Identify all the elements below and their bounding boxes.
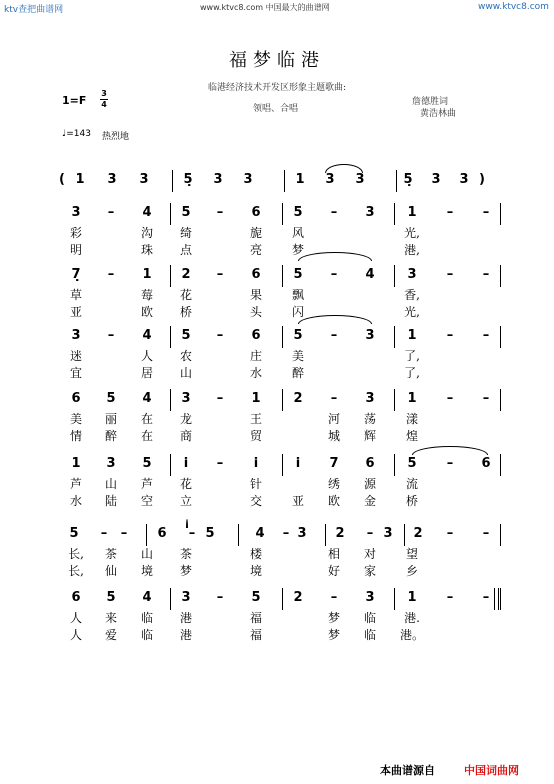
time-signature [100, 89, 108, 110]
lyric-verse2: 金 [363, 494, 377, 508]
lyric-verse1: 沟 [140, 226, 154, 240]
note: – [482, 391, 490, 406]
lyric-verse2: 立 [179, 494, 193, 508]
lyric-verse2: 陆 [104, 494, 118, 508]
intro-note: 3 [431, 172, 441, 187]
note: 3 [181, 391, 191, 406]
note: 5 [181, 328, 191, 343]
lyric-verse2: 港 [179, 628, 193, 642]
barline [282, 203, 283, 225]
note: 3 [71, 328, 81, 343]
note: 5 [293, 267, 303, 282]
site-url-right: www.ktvc8.com [478, 2, 549, 12]
lyric-verse1: 漾 [405, 412, 419, 426]
lyric-verse2: 光, [404, 305, 420, 319]
barline [170, 265, 171, 287]
lyric-verse1: 龙 [179, 412, 193, 426]
lyric-verse2: 头 [249, 305, 263, 319]
lyric-verse2: 桥 [405, 494, 419, 508]
barline [494, 588, 495, 610]
note: 1 [142, 267, 152, 282]
lyric-verse1: 山 [140, 547, 154, 561]
lyric-verse2: 欧 [327, 494, 341, 508]
barline [146, 524, 147, 546]
lyric-verse2: 情 [69, 429, 83, 443]
lyric-verse1: 迷 [69, 349, 83, 363]
note: – [107, 328, 115, 343]
site-logo-left: ktv查把曲谱网 [4, 5, 64, 15]
lyric-verse2: 境 [140, 564, 154, 578]
intro-note: 3 [355, 172, 365, 187]
lyric-verse2: 乡 [405, 564, 419, 578]
barline [500, 588, 501, 610]
lyric-verse2: 临 [140, 628, 154, 642]
lyric-verse1: 莓 [140, 288, 154, 302]
lyric-verse1: 茶 [179, 547, 193, 561]
note: 6 [71, 590, 81, 605]
barline [284, 170, 285, 192]
lyric-verse1: 流 [405, 477, 419, 491]
lyric-verse2: 醉 [104, 429, 118, 443]
paren: ( [59, 172, 65, 187]
note: – [482, 328, 490, 343]
note: 4 [255, 526, 265, 541]
lyric-verse1: 荡 [363, 412, 377, 426]
barline [500, 524, 501, 546]
note: – [446, 205, 454, 220]
slur [298, 252, 372, 261]
lyric-verse1: 丽 [104, 412, 118, 426]
lyric-verse1: 彩 [69, 226, 83, 240]
barline [500, 265, 501, 287]
lyric-verse2: 仙 [104, 564, 118, 578]
note: 3 [407, 267, 417, 282]
lyric-verse1: 了, [404, 349, 420, 363]
expression-marking: 热烈地 [102, 132, 130, 142]
note: 3 [365, 205, 375, 220]
lyric-verse1: 香, [404, 288, 420, 302]
intro-note: 3 [107, 172, 117, 187]
lyric-verse2: 家 [363, 564, 377, 578]
lyric-verse1: 旎 [249, 226, 263, 240]
note: – [446, 267, 454, 282]
note: 2 [335, 526, 345, 541]
lyric-verse2: 宜 [69, 366, 83, 380]
note: 1 [407, 590, 417, 605]
note: 5 [293, 328, 303, 343]
lyric-verse1: 王 [249, 412, 263, 426]
lyric-verse1: 对 [363, 547, 377, 561]
note: 5 [69, 526, 79, 541]
intro-note: 3 [325, 172, 335, 187]
note: – [482, 590, 490, 605]
lyric-verse1: 相 [327, 547, 341, 561]
note: – [107, 205, 115, 220]
note: 4 [142, 590, 152, 605]
lyric-verse2: 城 [327, 429, 341, 443]
key-signature: 1=F [62, 94, 87, 107]
lyric-verse1: 绮 [179, 226, 193, 240]
lyric-verse2: 闪 [291, 305, 305, 319]
lyric-verse2: 欧 [140, 305, 154, 319]
barline [394, 265, 395, 287]
note: – [446, 590, 454, 605]
note: 1 [71, 456, 81, 471]
note: 5 [181, 205, 191, 220]
note: 1 [407, 205, 417, 220]
barline [282, 326, 283, 348]
note: 2 [413, 526, 423, 541]
note: 5 [106, 590, 116, 605]
note: 3 [365, 590, 375, 605]
barline [500, 454, 501, 476]
barline [170, 454, 171, 476]
time-numerator: 3 [101, 89, 107, 98]
lyric-verse1: 人 [140, 349, 154, 363]
lyric-verse2: 亚 [291, 494, 305, 508]
lyric-verse1: 临 [363, 611, 377, 625]
lyric-verse2: 临 [363, 628, 377, 642]
lyric-verse1: 源 [363, 477, 377, 491]
note: 6 [251, 205, 261, 220]
note: 3 [297, 526, 307, 541]
note: 5 [142, 456, 152, 471]
note: – [216, 205, 224, 220]
note: – [330, 328, 338, 343]
lyric-verse1: 花 [179, 477, 193, 491]
paren: ) [479, 172, 485, 187]
lyric-verse1: 绣 [327, 477, 341, 491]
note: – [120, 526, 128, 541]
barline [170, 326, 171, 348]
lyric-verse2: 醉 [291, 366, 305, 380]
lyric-verse1: 茶 [104, 547, 118, 561]
lyric-verse2: 明 [69, 243, 83, 257]
barline [500, 326, 501, 348]
footer-site: 中国词曲网 [464, 764, 519, 777]
note: – [188, 526, 196, 541]
slur [298, 315, 372, 324]
note: 2 [293, 391, 303, 406]
lyric-verse1: 芦 [140, 477, 154, 491]
note: – [446, 526, 454, 541]
note: 1 [407, 328, 417, 343]
note: 6 [365, 456, 375, 471]
note: – [216, 328, 224, 343]
lyric-verse2: 港, [404, 243, 420, 257]
note: – [482, 526, 490, 541]
barline [394, 588, 395, 610]
lyric-verse1: 河 [327, 412, 341, 426]
song-subtitle: 临港经济技术开发区形象主题歌曲: [207, 83, 347, 93]
intro-note: 5̣ [183, 172, 193, 187]
note: 4 [142, 391, 152, 406]
note: – [216, 391, 224, 406]
site-banner: www.ktvc8.com 中国最大的曲谱网 [200, 3, 330, 12]
barline [500, 389, 501, 411]
lyric-verse2: 人 [69, 628, 83, 642]
note: 1 [407, 391, 417, 406]
note: – [482, 267, 490, 282]
note: – [366, 526, 374, 541]
note: 3 [71, 205, 81, 220]
lyric-verse1: 人 [69, 611, 83, 625]
intro-note: 1 [295, 172, 305, 187]
lyric-verse2: 好 [327, 564, 341, 578]
lyric-verse1: 望 [405, 547, 419, 561]
note: – [330, 267, 338, 282]
intro-note: 5̣ [403, 172, 413, 187]
note: i [253, 456, 259, 471]
lyric-verse2: 在 [140, 429, 154, 443]
slur [325, 164, 363, 173]
barline [282, 389, 283, 411]
barline [394, 454, 395, 476]
note: 5 [407, 456, 417, 471]
lyric-verse1: 在 [140, 412, 154, 426]
lyricist-credit: 詹德胜词 [412, 97, 449, 107]
lyric-verse1: 山 [104, 477, 118, 491]
lyric-verse2: 珠 [140, 243, 154, 257]
lyric-verse1: 光, [404, 226, 420, 240]
intro-note: 3 [213, 172, 223, 187]
lyric-verse2: 辉 [363, 429, 377, 443]
lyric-verse1: 梦 [327, 611, 341, 625]
note: 5 [106, 391, 116, 406]
note: 6 [251, 328, 261, 343]
lyric-verse1: 临 [140, 611, 154, 625]
lyric-verse1: 楼 [249, 547, 263, 561]
lyric-verse1: 美 [69, 412, 83, 426]
lyric-verse2: 煌 [405, 429, 419, 443]
barline [394, 389, 395, 411]
footer-source: 本曲谱源自 [380, 764, 435, 777]
note: – [282, 526, 290, 541]
barline [325, 524, 326, 546]
note: – [216, 590, 224, 605]
barline [282, 588, 283, 610]
note: 1 [251, 391, 261, 406]
note: 6 [71, 391, 81, 406]
barline [498, 588, 499, 610]
note: 3 [365, 328, 375, 343]
lyric-verse2: 了, [404, 366, 420, 380]
lyric-verse1: 港. [404, 611, 420, 625]
lyric-verse2: 空 [140, 494, 154, 508]
note: – [330, 205, 338, 220]
lyric-verse2: 亚 [69, 305, 83, 319]
note: – [216, 456, 224, 471]
barline [238, 524, 239, 546]
barline [396, 170, 397, 192]
lyric-verse1: 美 [291, 349, 305, 363]
lyric-verse1: 草 [69, 288, 83, 302]
note: 5 [205, 526, 215, 541]
performance-form: 领唱、合唱 [253, 104, 299, 114]
lyric-verse2: 梦 [179, 564, 193, 578]
lyric-verse1: 风 [291, 226, 305, 240]
note: 3 [383, 526, 393, 541]
barline [170, 588, 171, 610]
note: 2 [181, 267, 191, 282]
lyric-verse2: 商 [179, 429, 193, 443]
lyric-verse2: 居 [140, 366, 154, 380]
note: – [446, 391, 454, 406]
composer-credit: 黄浩林曲 [420, 109, 457, 119]
song-title: 福梦临港 [229, 50, 325, 71]
lyric-verse2: 贸 [249, 429, 263, 443]
note: i [183, 456, 189, 471]
note: 7 [329, 456, 339, 471]
note: 6 [157, 526, 167, 541]
lyric-verse2: 梦 [291, 243, 305, 257]
barline [282, 265, 283, 287]
note: 5 [293, 205, 303, 220]
lyric-verse2: 长, [68, 564, 84, 578]
barline [170, 389, 171, 411]
note: 4 [142, 328, 152, 343]
note: – [446, 328, 454, 343]
barline [404, 524, 405, 546]
slur [412, 446, 488, 455]
lyric-verse1: 果 [249, 288, 263, 302]
note: – [100, 526, 108, 541]
note: – [107, 267, 115, 282]
lyric-verse1: 花 [179, 288, 193, 302]
note: – [216, 267, 224, 282]
barline [170, 203, 171, 225]
lyric-verse1: 飘 [291, 288, 305, 302]
note: 2 [293, 590, 303, 605]
barline [500, 203, 501, 225]
lyric-verse1: 长, [68, 547, 84, 561]
lyric-verse2: 交 [249, 494, 263, 508]
lyric-verse2: 水 [69, 494, 83, 508]
note: 4 [365, 267, 375, 282]
lyric-verse2: 桥 [179, 305, 193, 319]
lyric-verse1: 针 [249, 477, 263, 491]
barline [172, 170, 173, 192]
note: 7̣ [71, 267, 81, 282]
note: – [482, 205, 490, 220]
lyric-verse1: 庄 [249, 349, 263, 363]
lyric-verse2: 爱 [104, 628, 118, 642]
lyric-verse2: 山 [179, 366, 193, 380]
slur [186, 519, 188, 528]
barline [394, 203, 395, 225]
intro-note: 3 [459, 172, 469, 187]
note: i [295, 456, 301, 471]
lyric-verse2: 水 [249, 366, 263, 380]
lyric-verse2: 港。 [399, 628, 425, 642]
lyric-verse1: 港 [179, 611, 193, 625]
note: 3 [365, 391, 375, 406]
barline [282, 454, 283, 476]
lyric-verse2: 境 [249, 564, 263, 578]
barline [394, 326, 395, 348]
lyric-verse2: 点 [179, 243, 193, 257]
lyric-verse2: 福 [249, 628, 263, 642]
note: 6 [481, 456, 491, 471]
intro-note: 3 [139, 172, 149, 187]
lyric-verse1: 来 [104, 611, 118, 625]
lyric-verse1: 福 [249, 611, 263, 625]
note: 3 [106, 456, 116, 471]
note: – [330, 391, 338, 406]
intro-note: 3 [243, 172, 253, 187]
lyric-verse2: 亮 [249, 243, 263, 257]
lyric-verse1: 农 [179, 349, 193, 363]
note: 4 [142, 205, 152, 220]
note: 5 [251, 590, 261, 605]
intro-note: 1 [75, 172, 85, 187]
note: – [330, 590, 338, 605]
note: – [446, 456, 454, 471]
time-denominator: 4 [101, 100, 107, 109]
lyric-verse2: 梦 [327, 628, 341, 642]
tempo-marking: ♩=143 [62, 129, 91, 139]
note: 6 [251, 267, 261, 282]
note: 3 [181, 590, 191, 605]
lyric-verse1: 芦 [69, 477, 83, 491]
